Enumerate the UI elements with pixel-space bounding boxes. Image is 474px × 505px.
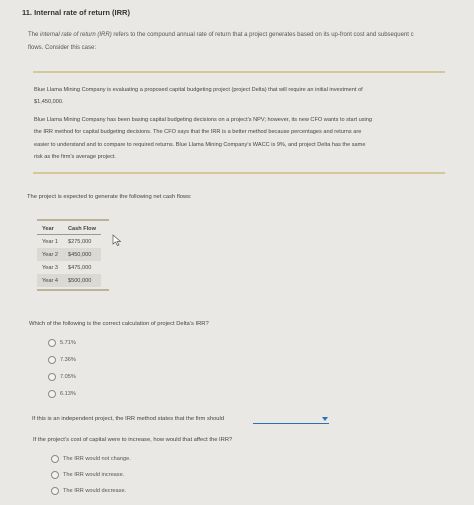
radio-circle[interactable]	[48, 373, 56, 381]
divider-bottom	[33, 172, 445, 174]
year-cell: Year 3	[42, 264, 58, 271]
intro-line-1: The internal rate of return (IRR) refers to the compound annual rate of return that a project generates based on its up-front cost and subsequent c	[28, 32, 414, 38]
col-header-year: Year	[37, 223, 63, 235]
radio-circle[interactable]	[51, 471, 59, 479]
table-header-row	[37, 223, 101, 235]
divider-top	[33, 71, 445, 73]
table-row	[37, 274, 101, 287]
mouse-pointer-icon	[112, 234, 122, 246]
cash-flow-cell: $450,000	[63, 248, 101, 261]
radio-circle[interactable]	[48, 390, 56, 398]
q3-option-a[interactable]: The IRR would not change.	[51, 455, 131, 463]
radio-circle[interactable]	[48, 356, 56, 364]
col-header-cash-flow: Cash Flow	[63, 223, 101, 235]
q3-option-b[interactable]: The IRR would increase.	[51, 471, 124, 479]
case-paragraph-1: Blue Llama Mining Company is evaluating a proposed capital budgeting project (project Delta) that will require an initial investment of $1,450,000.	[34, 87, 363, 106]
cash-flow-cell: $500,000	[63, 274, 101, 287]
q3-question: If the project’s cost of capital were to increase, how would that affect the IRR?	[33, 437, 233, 443]
year-cell: Year 2	[37, 248, 63, 261]
table-row	[37, 248, 101, 261]
chevron-down-icon[interactable]	[322, 417, 328, 421]
table-top-rule	[37, 219, 109, 221]
radio-circle[interactable]	[51, 487, 59, 495]
cash-flow-cell: $275,000	[67, 238, 92, 245]
q2-question: If this is an independent project, the IRR method states that the firm should	[32, 416, 225, 422]
radio-circle[interactable]	[48, 339, 56, 347]
year-cell: Year 1	[42, 238, 58, 245]
irr-term: internal rate of return (IRR)	[40, 32, 112, 38]
section-title: 11. Internal rate of return (IRR)	[22, 8, 130, 17]
intro-text	[28, 29, 474, 55]
cash-flow-cell: $475,000	[67, 264, 92, 271]
q1-option-d[interactable]: 6.13%	[48, 390, 76, 398]
q3-option-c[interactable]: The IRR would decrease.	[51, 487, 126, 495]
year-cell: Year 4	[37, 274, 63, 287]
table-row	[37, 261, 101, 274]
radio-circle[interactable]	[51, 455, 59, 463]
case-paragraph-2: Blue Llama Mining Company has been basing capital budgeting decisions on a project’s NPV; however, its new CFO wants to start using the IRR method for capital budgeting decisions. The CFO says that the IRR is a better method because percentages and returns are easier to understand and to compare to required returns. Blue Llama Mining Company’s WACC is 9%, and project Delta has the same risk as the firm’s average project.	[34, 117, 372, 161]
cash-flow-intro: The project is expected to generate the following net cash flows:	[27, 194, 192, 200]
q1-question: Which of the following is the correct calculation of project Delta’s IRR?	[29, 321, 209, 327]
intro-line-2: flows. Consider this case:	[28, 45, 97, 51]
table-row	[37, 235, 101, 249]
q1-option-b[interactable]: 7.36%	[48, 356, 76, 364]
q1-option-a[interactable]: 5.71%	[48, 339, 76, 347]
q2-dropdown[interactable]	[253, 417, 329, 424]
cash-flow-table	[37, 223, 101, 287]
q1-option-c[interactable]: 7.05%	[48, 373, 76, 381]
table-bottom-rule	[37, 289, 109, 291]
